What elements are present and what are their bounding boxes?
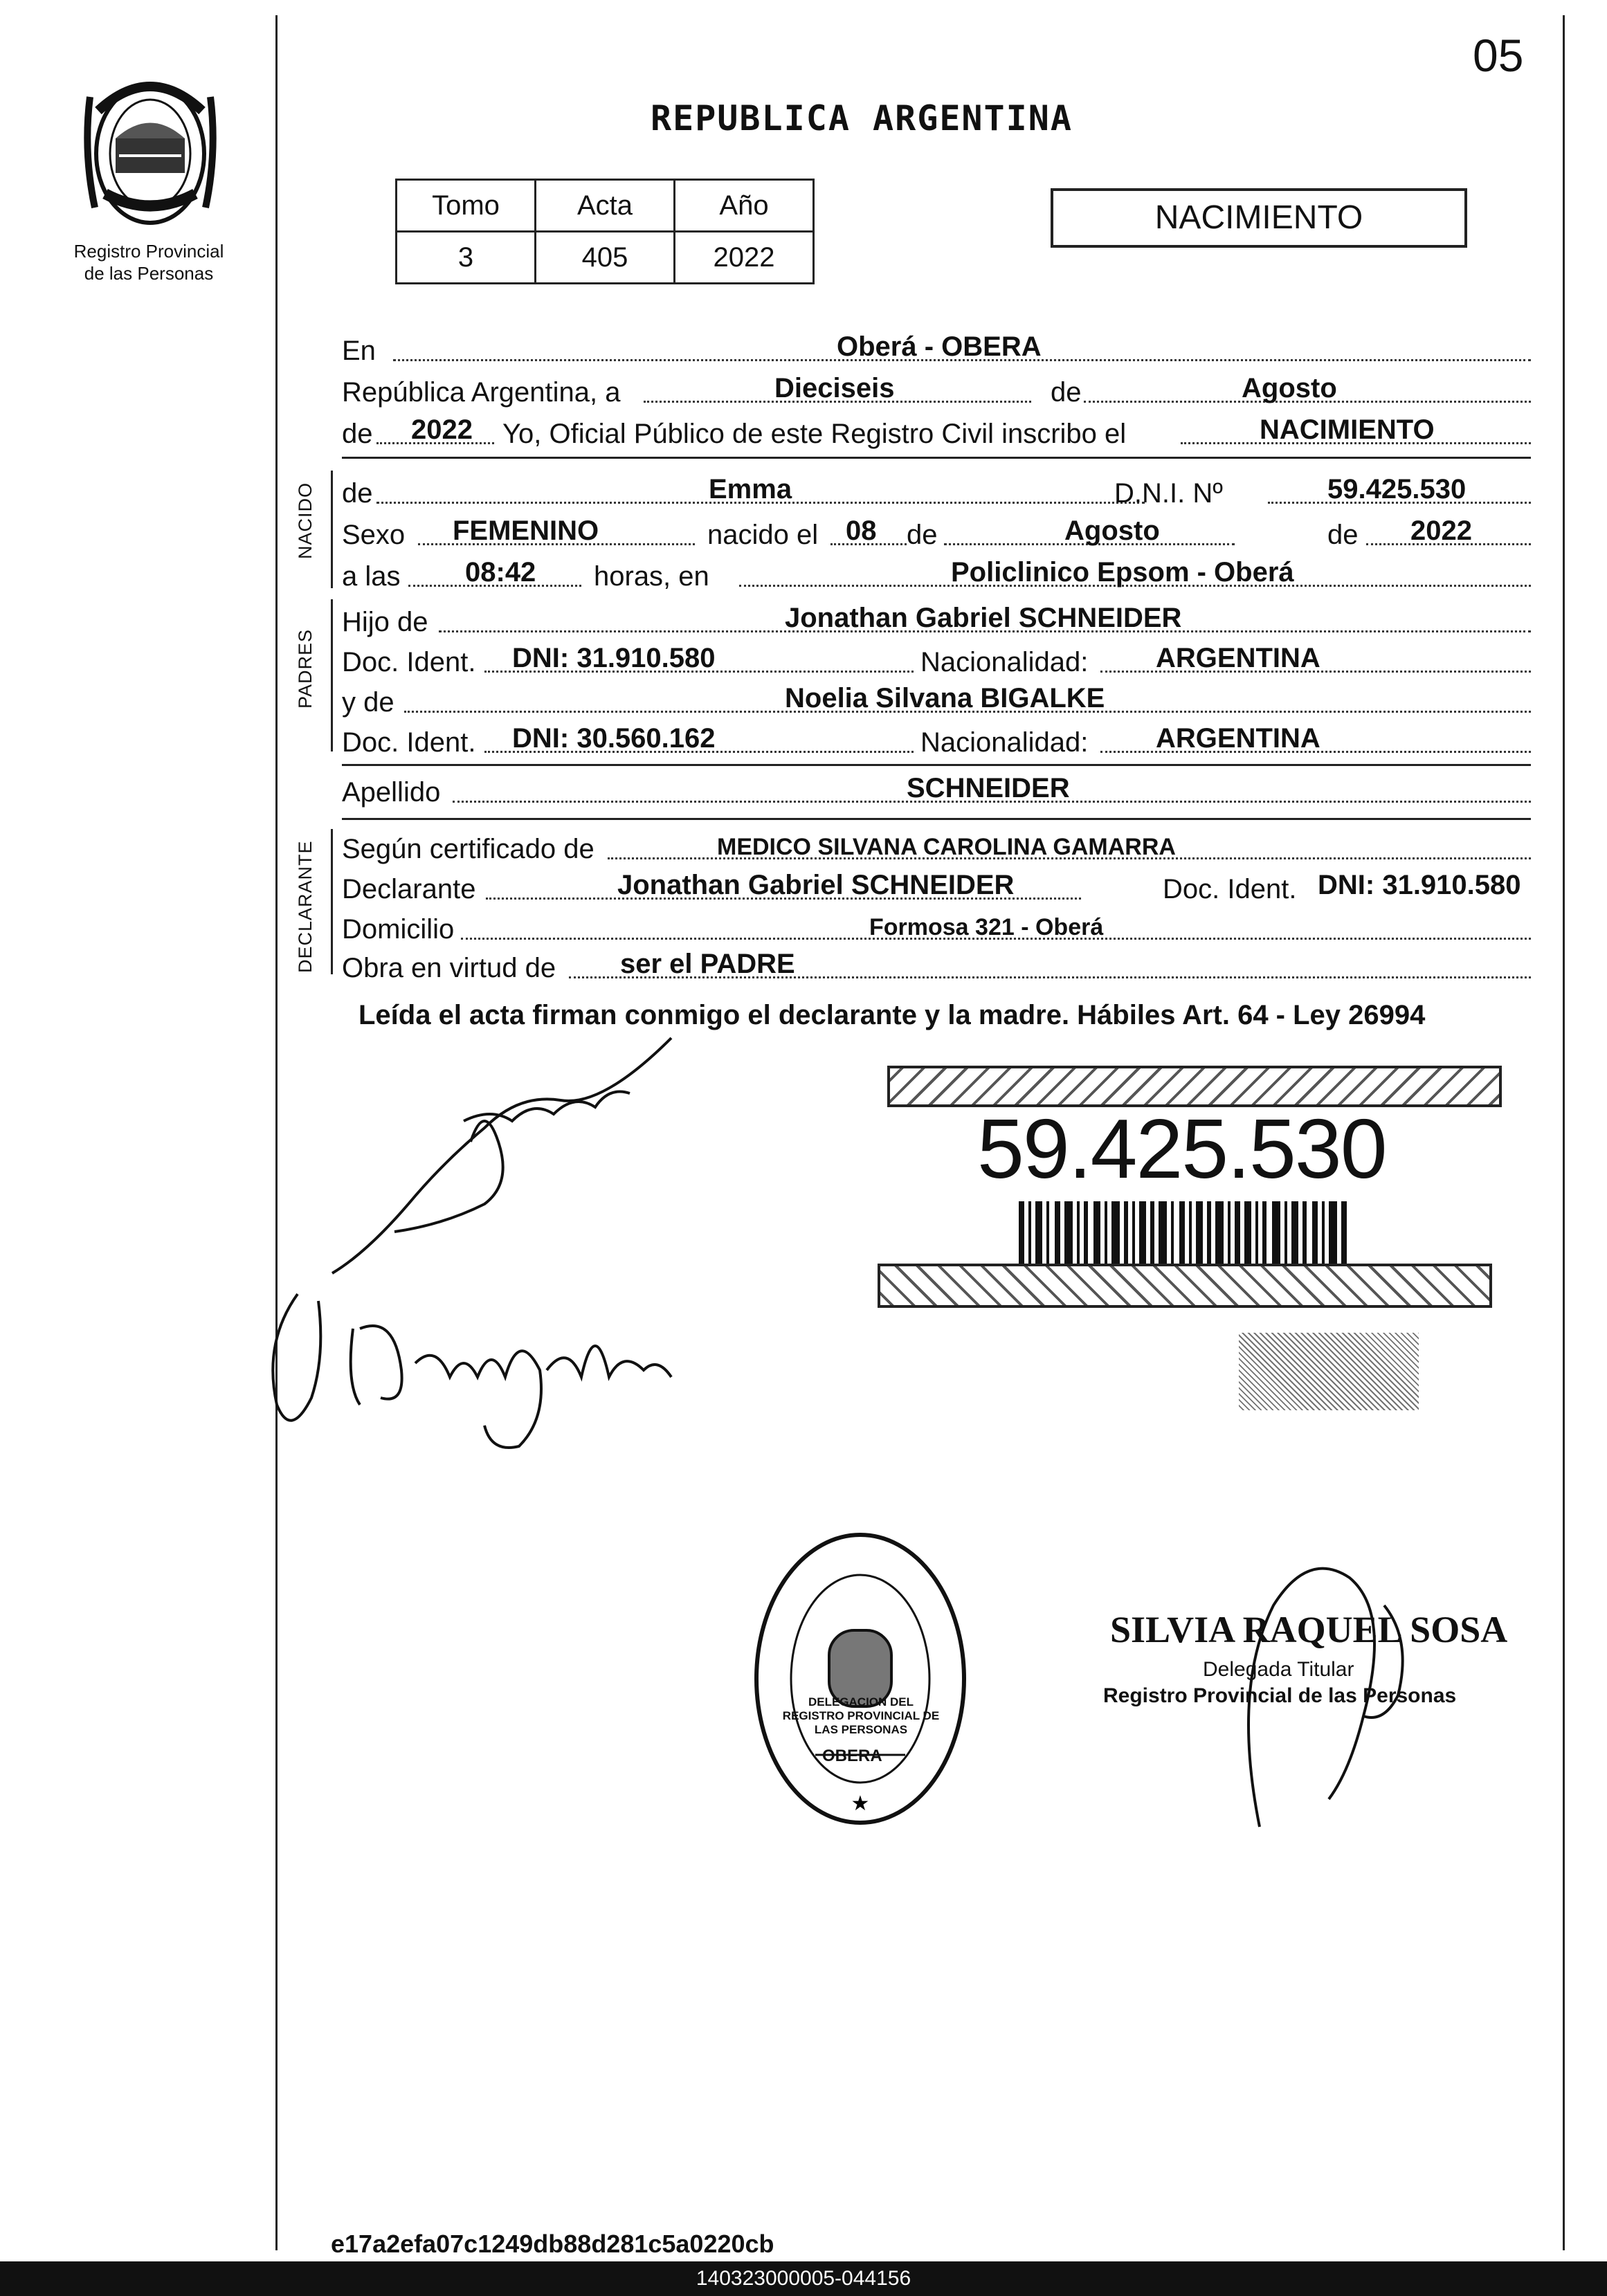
province-logo [78,69,223,235]
record-header-anio: Año [675,180,814,232]
label-hijo-de: Hijo de [342,607,428,637]
label-de-anio: de [342,419,373,449]
official-name: SILVIA RAQUEL SOSA [1110,1609,1508,1650]
value-anio: 2022 [411,414,473,445]
security-band-bottom [878,1264,1492,1308]
row-obra [342,942,1531,984]
declarante-bracket [331,829,333,974]
signature-madre [256,1287,699,1453]
label-dni: D.N.I. Nº [1114,478,1223,509]
row-padre-doc [342,637,1531,678]
value-padre-doc: DNI: 31.910.580 [512,643,716,673]
value-lugar-nac: Policlinico Epsom - Oberá [951,557,1294,587]
value-lugar: Oberá - OBERA [837,331,1042,362]
value-apellido: SCHNEIDER [907,773,1070,803]
stamp-city: OBERA [822,1747,882,1765]
label-a-las: a las [342,561,401,592]
value-obra: ser el PADRE [620,949,795,979]
label-yo: Yo, Oficial Público de este Registro Civil inscribo el [502,419,1127,449]
label-y-de: y de [342,687,394,718]
row-declarante [342,864,1531,905]
bottom-bar [0,2261,1607,2296]
label-nacionalidad-madre: Nacionalidad: [920,727,1089,758]
signature-official [1190,1550,1481,1882]
row-sexo [342,509,1531,551]
row-domicilio [342,904,1531,945]
barcode-number: 59.425.530 [977,1102,1386,1196]
divider-3 [342,818,1531,820]
side-label-declarante: DECLARANTE [295,840,316,973]
label-doc-ident-declarante: Doc. Ident. [1163,874,1297,904]
label-declarante: Declarante [342,874,476,904]
value-padre: Jonathan Gabriel SCHNEIDER [785,603,1182,633]
value-madre: Noelia Silvana BIGALKE [785,683,1105,713]
label-republica: República Argentina, a [342,377,621,408]
value-declarante-doc: DNI: 31.910.580 [1318,870,1521,900]
value-dia: Dieciseis [774,373,895,403]
row-madre [342,677,1531,718]
record-acta: 405 [536,232,675,284]
row-hora [342,551,1531,592]
logo-caption-1: Registro Provincial [73,241,224,262]
record-table [395,179,815,284]
label-doc-ident-padre: Doc. Ident. [342,647,476,677]
logo-caption-2: de las Personas [84,263,214,284]
row-lugar [342,325,1531,367]
label-sexo: Sexo [342,520,406,550]
side-label-nacido: NACIDO [295,482,316,559]
label-obra: Obra en virtud de [342,953,556,983]
value-padre-nac: ARGENTINA [1156,643,1320,673]
value-nombre: Emma [709,474,792,504]
row-padre [342,596,1531,638]
divider-2 [342,764,1531,766]
document-type-box [1051,188,1467,248]
nacido-bracket [331,471,333,588]
value-hora: 08:42 [465,557,536,587]
bottom-code: 140323000005-044156 [696,2267,911,2290]
side-label-padres: PADRES [295,628,316,709]
label-de-nac-mes: de [907,520,938,550]
row-apellido [342,767,1531,808]
value-nac-anio: 2022 [1410,516,1472,546]
country-title: REPUBLICA ARGENTINA [651,98,1073,138]
document-hash: e17a2efa07c1249db88d281c5a0220cb [331,2230,774,2258]
svg-text:★: ★ [851,1792,870,1815]
page-number: 05 [1473,30,1524,81]
left-margin-line [275,15,278,2250]
divider-1 [342,457,1531,459]
value-dni: 59.425.530 [1327,474,1467,504]
label-en: En [342,336,376,366]
stamp-ring-text: DELEGACION DEL REGISTRO PROVINCIAL DE LAS PERSONAS [782,1695,940,1736]
row-fecha [342,367,1531,408]
row-nombre [342,468,1531,509]
record-header-tomo: Tomo [397,180,536,232]
record-anio: 2022 [675,232,814,284]
right-margin-line [1563,15,1565,2250]
official-title: Delegada Titular [1203,1658,1354,1681]
label-nacionalidad-padre: Nacionalidad: [920,647,1089,677]
document-type: NACIMIENTO [1154,199,1363,236]
record-tomo: 3 [397,232,536,284]
label-nacido-el: nacido el [707,520,819,550]
province-seal-icon [78,69,223,235]
label-doc-ident-madre: Doc. Ident. [342,727,476,758]
row-inscribo [342,408,1531,450]
value-certificado: MEDICO SILVANA CAROLINA GAMARRA [717,834,1176,860]
record-header-acta: Acta [536,180,675,232]
value-sexo: FEMENINO [453,516,599,546]
value-madre-doc: DNI: 30.560.162 [512,723,716,754]
value-nac-dia: 08 [846,516,877,546]
label-de-nac-anio: de [1327,520,1359,550]
padres-bracket [331,599,333,751]
official-office: Registro Provincial de las Personas [1103,1684,1457,1707]
label-de-nombre: de [342,478,373,509]
row-certificado [342,823,1531,865]
value-domicilio: Formosa 321 - Oberá [869,914,1104,940]
barcode-icon [1019,1201,1351,1270]
legal-text: Leída el acta firman conmigo el declarante y la madre. Hábiles Art. 64 - Ley 26994 [358,1000,1426,1030]
value-nac-mes: Agosto [1064,516,1160,546]
label-de-mes: de [1051,377,1082,408]
label-apellido: Apellido [342,777,441,808]
value-mes: Agosto [1242,373,1337,403]
signature-declarante [311,1024,699,1287]
value-declarante: Jonathan Gabriel SCHNEIDER [617,870,1015,900]
value-madre-nac: ARGENTINA [1156,723,1320,754]
row-madre-doc [342,717,1531,758]
registry-stamp [746,1520,974,1838]
label-domicilio: Domicilio [342,914,455,945]
security-hologram [1239,1333,1419,1410]
value-acto: NACIMIENTO [1260,414,1435,445]
label-horas-en: horas, en [594,561,709,592]
label-segun: Según certificado de [342,834,594,864]
